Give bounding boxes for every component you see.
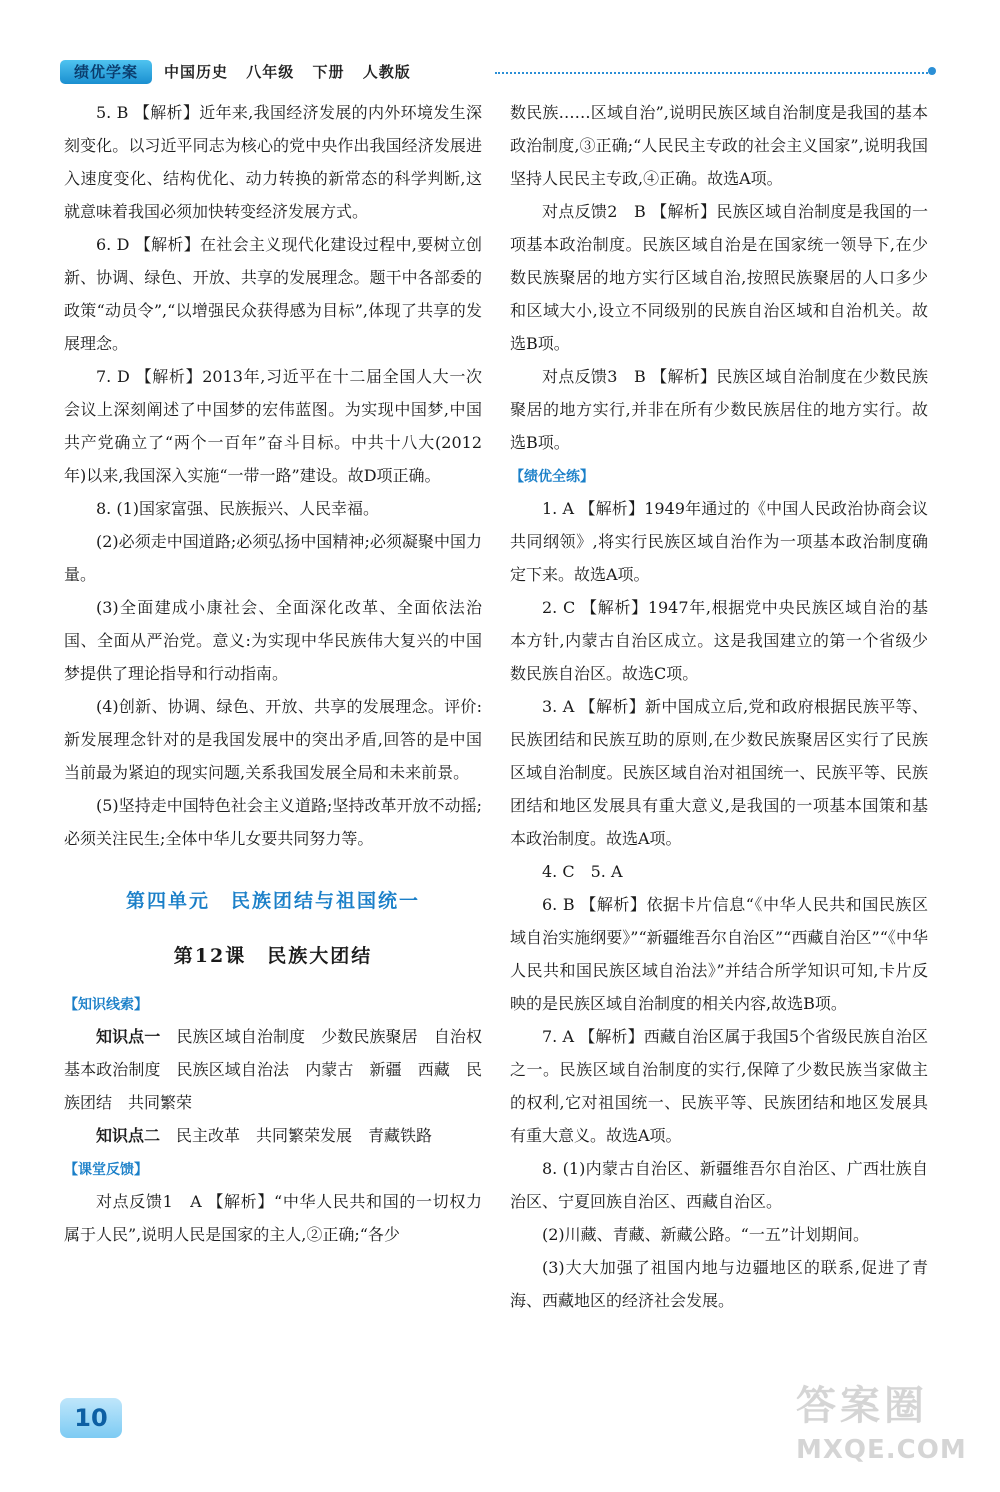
page-header <box>60 58 940 88</box>
answer-8-4: (4)创新、协调、绿色、开放、共享的发展理念。评价:新发展理念针对的是我国发展中的突出矛盾,回答的是中国当前最为紧迫的现实问题,关系我国发展全局和未来前景。 <box>64 697 482 782</box>
grade-label: 八年级 <box>246 63 295 81</box>
watermark-logo <box>796 1380 976 1480</box>
knowledge-point-1 <box>64 1020 498 1119</box>
watermark-bottom: MXQE.COM <box>796 1435 967 1465</box>
header-meta <box>164 60 423 84</box>
feedback-2: 对点反馈2 B 【解析】民族区域自治制度是我国的一项基本政治制度。民族区域自治是在国家统一领导下,在少数民族聚居的地方实行区域自治,按照民族聚居的人口多少和区域大小,设立不同级别的民族自治区域和自治机关。故选B项。 <box>510 202 928 353</box>
page-number: 10 <box>60 1398 122 1438</box>
answer-7: 7. D 【解析】2013年,习近平在十二届全国人大一次会议上深刻阐述了中国梦的宏伟蓝图。为实现中国梦,中国共产党确立了“两个一百年”奋斗目标。中共十八大(2012年)以来,我国深入实施“一带一路”建设。故D项正确。 <box>64 367 482 485</box>
section-tag-classroom: 【课堂反馈】 <box>64 1162 148 1178</box>
knowledge-point-2-text: 民主改革 共同繁荣发展 青藏铁路 <box>176 1126 433 1145</box>
header-dotted-rule <box>495 72 935 74</box>
practice-8-3: (3)大大加强了祖国内地与边疆地区的联系,促进了青海、西藏地区的经济社会发展。 <box>510 1258 928 1310</box>
practice-8-2: (2)川藏、青藏、新藏公路。“一五”计划期间。 <box>542 1225 870 1244</box>
answer-8-1: 8. (1)国家富强、民族振兴、人民幸福。 <box>96 499 380 518</box>
practice-4-5: 4. C 5. A <box>542 862 623 881</box>
section-tag-practice: 【绩优全练】 <box>510 469 594 485</box>
knowledge-point-2-label: 知识点二 <box>96 1126 161 1145</box>
header-dot-icon <box>928 67 936 75</box>
feedback-1: 对点反馈1 A 【解析】“中华人民共和国的一切权力属于人民”,说明人民是国家的主人,②正确;“各少 <box>64 1192 482 1244</box>
practice-8-1: 8. (1)内蒙古自治区、新疆维吾尔自治区、广西壮族自治区、宁夏回族自治区、西藏自治区。 <box>510 1159 928 1211</box>
knowledge-point-1-label: 知识点一 <box>96 1027 161 1046</box>
volume-label: 下册 <box>312 63 345 81</box>
unit-title: 第四单元 民族团结与祖国统一 <box>125 890 420 912</box>
subject-label: 中国历史 <box>164 63 229 81</box>
practice-3: 3. A 【解析】新中国成立后,党和政府根据民族平等、民族团结和民族互助的原则,在少数民族聚居区实行了民族区域自治制度。民族区域自治对祖国统一、民族平等、民族团结和地区发展具有重大意义,是我国的一项基本国策和基本政治制度。故选A项。 <box>510 697 928 848</box>
watermark-top: 答案圈 <box>796 1383 928 1429</box>
knowledge-point-2 <box>64 1119 482 1152</box>
answer-8-3: (3)全面建成小康社会、全面深化改革、全面依法治国、全面从严治党。意义:为实现中华民族伟大复兴的中国梦提供了理论指导和行动指南。 <box>64 598 482 683</box>
edition-label: 人教版 <box>362 63 411 81</box>
practice-2: 2. C 【解析】1947年,根据党中央民族区域自治的基本方针,内蒙古自治区成立。这是我国建立的第一个省级少数民族自治区。故选C项。 <box>510 598 928 683</box>
section-tag-knowledge: 【知识线索】 <box>64 997 148 1013</box>
answer-6: 6. D 【解析】在社会主义现代化建设过程中,要树立创新、协调、绿色、开放、共享的发展理念。题干中各部委的政策“动员令”,“以增强民众获得感为目标”,体现了共享的发展理念。 <box>64 235 482 353</box>
practice-7: 7. A 【解析】西藏自治区属于我国5个省级民族自治区之一。民族区域自治制度的实行,保障了少数民族当家做主的权利,它对祖国统一、民族平等、民族团结和地区发展具有重大意义。故选A项。 <box>510 1027 928 1145</box>
lesson-title: 第12课 民族大团结 <box>173 945 373 967</box>
feedback-1-cont: 数民族……区域自治”,说明民族区域自治制度是我国的基本政治制度,③正确;“人民民主专政的社会主义国家”,说明我国坚持人民民主专政,④正确。故选A项。 <box>510 103 928 188</box>
answer-8-2: (2)必须走中国道路;必须弘扬中国精神;必须凝聚中国力量。 <box>64 532 482 584</box>
right-column <box>510 96 928 1317</box>
brand-badge: 绩优学案 <box>60 60 152 84</box>
left-column <box>64 96 498 1251</box>
practice-1: 1. A 【解析】1949年通过的《中国人民政治协商会议共同纲领》,将实行民族区域自治作为一项基本政治制度确定下来。故选A项。 <box>510 499 928 584</box>
answer-5: 5. B 【解析】近年来,我国经济发展的内外环境发生深刻变化。以习近平同志为核心的党中央作出我国经济发展进入速度变化、结构优化、动力转换的新常态的科学判断,这就意味着我国必须加快转变经济发展方式。 <box>64 103 482 221</box>
knowledge-point-1-text: 民族区域自治制度 少数民族聚居 自治权 基本政治制度 民族区域自治法 内蒙古 新疆 西藏 民族团结 共同繁荣 <box>64 1027 498 1112</box>
feedback-3: 对点反馈3 B 【解析】民族区域自治制度在少数民族聚居的地方实行,并非在所有少数民族居住的地方实行。故选B项。 <box>510 367 928 452</box>
answer-8-5: (5)坚持走中国特色社会主义道路;坚持改革开放不动摇;必须关注民生;全体中华儿女要共同努力等。 <box>64 796 482 848</box>
practice-6: 6. B 【解析】依据卡片信息“《中华人民共和国民族区域自治实施纲要》”“新疆维吾尔自治区”“西藏自治区”“《中华人民共和国民族区域自治法》”并结合所学知识可知,卡片反映的是民族区域自治制度的相关内容,故选B项。 <box>510 895 928 1013</box>
